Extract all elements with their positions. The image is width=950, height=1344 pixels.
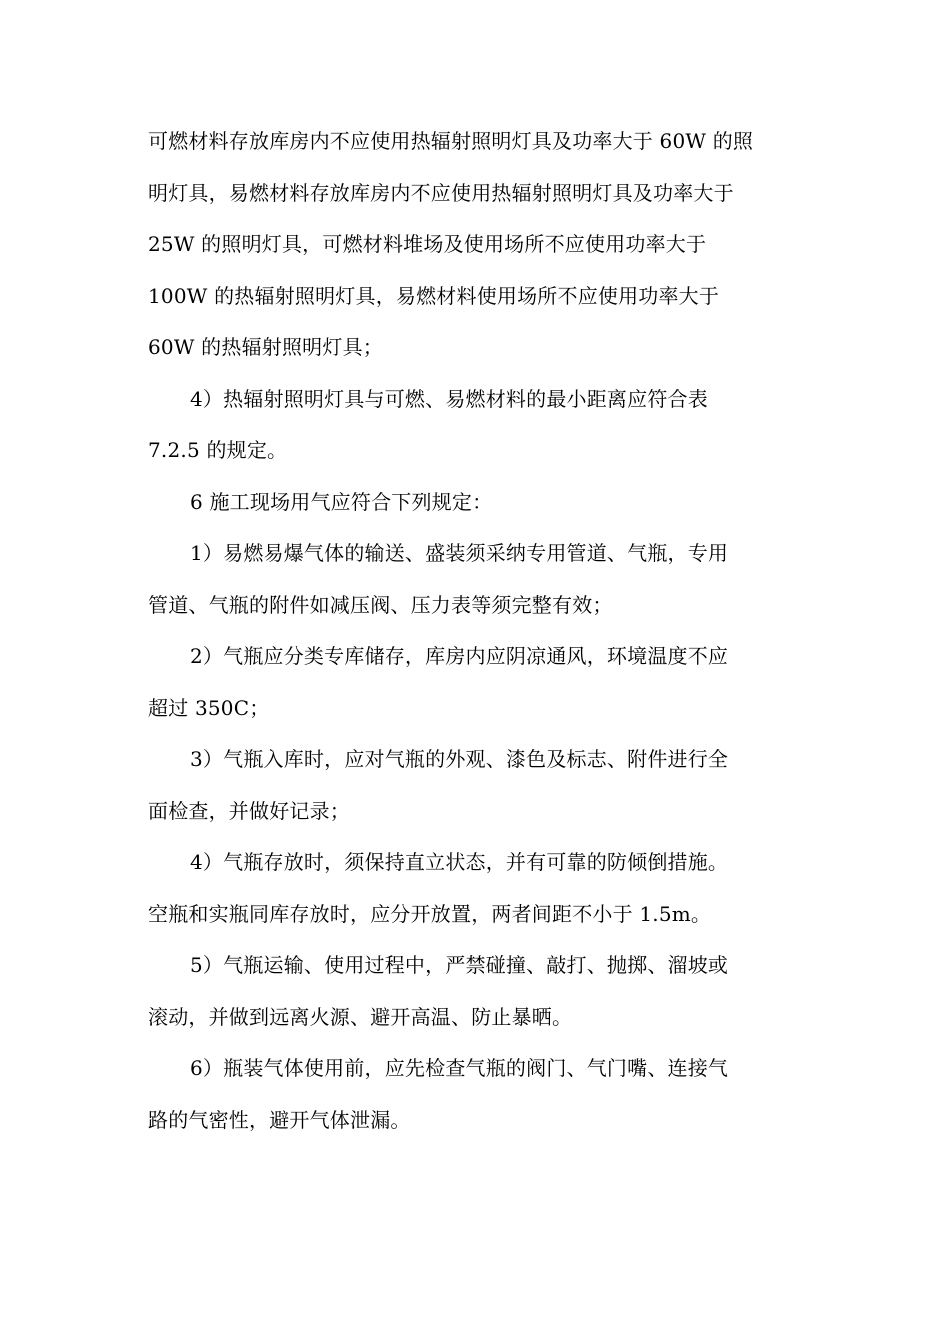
text-line: 可燃材料存放库房内不应使用热辐射照明灯具及功率大于 60W 的照 (148, 129, 754, 153)
text-line: 滚动，并做到远离火源、避开高温、防止暴晒。 (148, 1004, 573, 1029)
text-line: 60W 的热辐射照明灯具； (148, 335, 383, 359)
text-line: 2）气瓶应分类专库储存，库房内应阴凉通风，环境温度不应 (190, 644, 729, 668)
text-line: 空瓶和实瓶同库存放时，应分开放置，两者间距不小于 1.5m。 (148, 901, 712, 926)
text-line: 6 施工现场用气应符合下列规定： (190, 489, 493, 514)
text-line: 管道、气瓶的附件如减压阀、压力表等须完整有效； (148, 592, 613, 617)
text-line: 100W 的热辐射照明灯具，易燃材料使用场所不应使用功率大于 (148, 283, 720, 308)
text-line: 4）热辐射照明灯具与可燃、易燃材料的最小距离应符合表 (190, 386, 708, 411)
text-line: 明灯具，易燃材料存放库房内不应使用热辐射照明灯具及功率大于 (148, 180, 734, 205)
text-line: 5）气瓶运输、使用过程中，严禁碰撞、敲打、抛掷、溜坡或 (190, 953, 729, 977)
document-body (148, 116, 808, 1146)
text-line: 4）气瓶存放时，须保持直立状态，并有可靠的防倾倒措施。 (190, 850, 729, 874)
text-line: 面检查，并做好记录； (148, 798, 350, 823)
text-line: 1）易燃易爆气体的输送、盛装须采纳专用管道、气瓶，专用 (190, 541, 729, 565)
text-line: 3）气瓶入库时，应对气瓶的外观、漆色及标志、附件进行全 (190, 747, 729, 771)
text-line: 路的气密性，避开气体泄漏。 (148, 1107, 411, 1132)
text-line: 7.2.5 的规定。 (148, 438, 288, 462)
text-line: 超过 350C； (148, 695, 270, 720)
text-line: 25W 的照明灯具，可燃材料堆场及使用场所不应使用功率大于 (148, 232, 707, 256)
text-line: 6）瓶装气体使用前，应先检查气瓶的阀门、气门嘴、连接气 (190, 1056, 729, 1080)
